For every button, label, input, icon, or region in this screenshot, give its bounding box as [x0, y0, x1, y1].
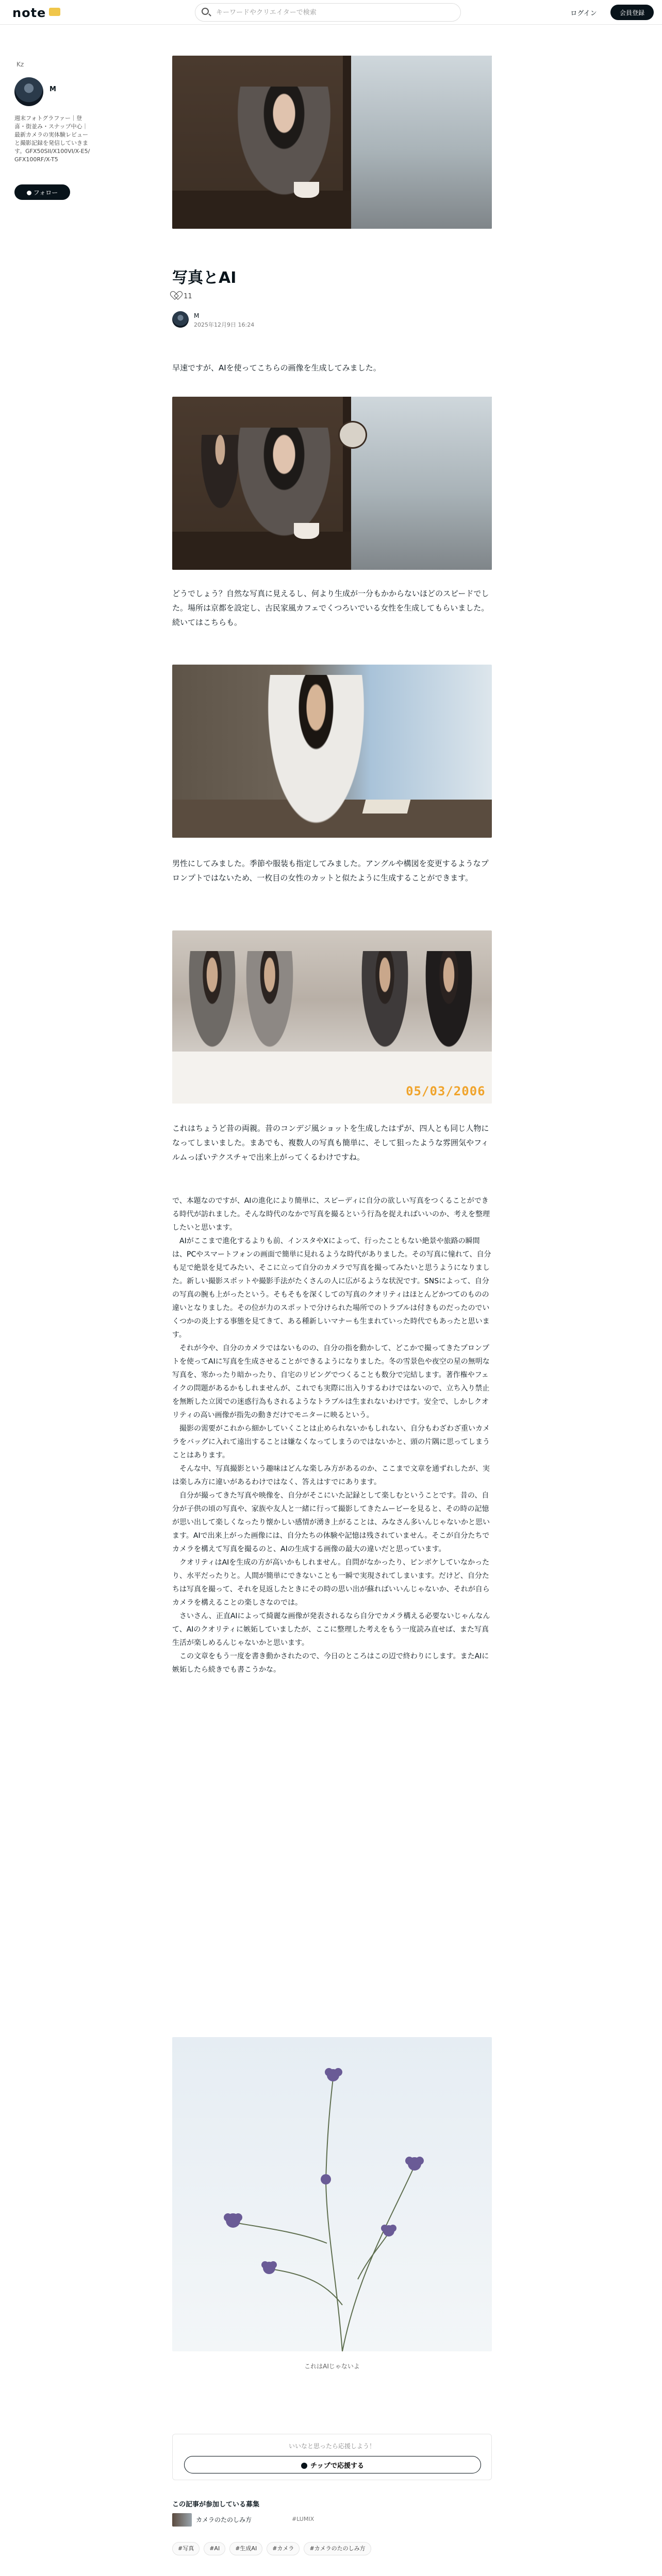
generated-image-man — [172, 665, 492, 838]
support-prompt: いいなと思ったら応援しよう！ — [288, 2443, 375, 2450]
flower-photo — [172, 2037, 492, 2351]
search-input[interactable] — [215, 7, 452, 18]
photo-book — [362, 800, 410, 814]
photo-date-stamp: 05/03/2006 — [406, 1083, 486, 1098]
tag-item[interactable]: #カメラのたのしみ方 — [304, 2542, 371, 2555]
tag-item[interactable]: #生成AI — [229, 2542, 262, 2555]
contest-author: #LUMIX — [292, 2516, 315, 2522]
photo-cup — [294, 182, 320, 197]
article-title: 写真とAI — [172, 269, 237, 287]
article-likes[interactable] — [172, 292, 192, 303]
sidebar-author-name[interactable]: M — [49, 86, 56, 93]
contest-name[interactable]: カメラのたのしみ方 — [196, 2516, 252, 2523]
photo-person-3 — [358, 951, 412, 1058]
heart-icon[interactable] — [172, 292, 181, 300]
paragraph-intro: 早速ですが、AIを使ってこちらの画像を生成してみました。 — [172, 363, 381, 372]
photo-person-1 — [185, 951, 239, 1058]
contest-item[interactable] — [172, 2513, 492, 2529]
tag-item[interactable]: #写真 — [172, 2542, 200, 2555]
person-icon — [27, 191, 31, 195]
photo-window — [351, 56, 492, 229]
photo-man — [262, 675, 371, 838]
photo-window — [351, 397, 492, 570]
signup-button[interactable]: 会員登録 — [610, 5, 654, 20]
flower-illustration — [172, 2037, 492, 2351]
login-button[interactable]: ログイン — [563, 5, 604, 20]
photo-cup — [294, 523, 320, 538]
paragraph-main: で、本題なのですが、AIの進化により簡単に、スピーディに自分の欲しい写真をつくることができる時代が訪れました。そんな時代のなかで写真を撮るという行為を捉えればいいのか、考えを整理したいと思います。 AIがここまで進化するよりも前、インスタやXによって、行ったこともない絶景や旅路の瞬間は、PCやスマートフォンの画面で簡単に見れるような時代がありました。その写真に憧れて、自分も足で絶景を見てみたい、そこに立って自分のカメラで写真を撮ってみたいと思うようになりました。新しい撮影スポットや撮影手法がたくさんの人に広がるような状況です。SNSによって、自分の写真の腕も上がったという。そもそもを深くしての写真のクオリティはほとんどかつてのものの違いとなりました。その位が力のスポットで分けられた場所でのトラブルは付きものだったのでいくつかの炎上する事態を見てきて、ある種新しいマナーも生まれていった時代でもあったと思います。 それが今や、自分のカメラではないものの、自分の指を動かして、どこかで撮ってきたプロンプトを使ってAIに写真を生成させることができるようになりました。冬の雪景色や夜空の星の無明な写真を、寒かったり暗かったり、自宅のリビングでつくることも数分で完結します。著作権やフェイクの問題があるかもしれませんが、これでも実際に出入りするわけではないので、立ち入り禁止を無断した立図での迷惑行為もされるようなトラブルは生まれないわけです。安全で、しかしクオリティの高い画像が指先の動きだけでモニターに映るという。 撮影の需要がこれから細かしていくことは止められないかもしれない、自分もわざわざ重いカメラをバッグに入れて遠出することは嫌なくなってしまうのではないかと、頭の片隅に思ってしまうことはあります。 そんな中、写真撮影という趣味はどんな楽しみ方があるのか、ここまで文章を通ずれしたが、実は楽しみ方に違いがあるわけではなく、答えはすでにあります。 自分が撮ってきた写真や映像を、自分がそこにいた記録として楽しむということです。昔の、自分が子供の頃の写真や、家族や友人と一緒に行って撮影してきたムービーを見ると、その時の記憶が思い出して楽しくなったり懐かしい感情が湧き上がることは、みなさん多いんじゃないかと思います。AIで出来上がった画像には、自分たちの体験や記憶は残されていません。そこが自分たちでカメラを構えて写真を撮るのと、AIの生成する画像の最大の違いだと思っています。 クオリティはAIを生成の方が高いかもしれません。自問がなかったり、ピンボケしていなかったり、水平だったりと。人間が簡単にできないことも一瞬で実現されてしまいます。だけど、自分たちは写真を撮って、それを見返したときにその時の思い出が蘇ればいいんじゃないか、それが自らカメラを構えることの楽しさなのでは。 さいさん、正直AIによって綺麗な画像が発表されるなら自分でカメラ構える必要ないじゃんなんて、AIのクオリティに嫉妬していましたが、ここに整理した考えをもう一度読み直せば、また写真生活が楽しめるんじゃないかと思います。 この文章をもう一度を書き動かされたので、今日のところはこの辺で終わりにします。またAIに嫉妬したら続きでも書こうかな。 — [172, 1197, 491, 1674]
sidebar-label: Kz — [16, 61, 24, 68]
photo-woman — [230, 87, 339, 208]
generated-image-woman — [172, 397, 492, 570]
article-date: 2025年12月9日 16:24 — [194, 321, 255, 328]
hero-image — [172, 56, 492, 229]
paragraph-4: これはちょうど昔の両親。昔のコンデジ風ショットを生成したはずが、四人とも同じ人物になってしまいました。まあでも、複数人の写真も簡単に、そして狙ったような雰囲気やフィルムっぽいテクスチャで出来上がってくるわけですね。 — [172, 1124, 489, 1162]
sidebar-follow-button[interactable] — [14, 184, 70, 200]
search-icon — [202, 8, 209, 15]
tip-label: チップで応援する — [310, 2462, 364, 2470]
author-mini-name[interactable]: M — [194, 312, 200, 319]
photo-person-2 — [242, 951, 296, 1058]
paragraph-2: どうでしょう？自然な写真に見えるし、何より生成が一分もかからないほどのスピードでした。場所は京都を設定し、古民家風カフェでくつろいでいる女性を生成してもらいました。続いてはこちらも。 — [172, 589, 489, 627]
search-box[interactable] — [195, 3, 461, 22]
tip-button[interactable] — [184, 2456, 481, 2473]
tag-list — [172, 2542, 492, 2557]
tag-item[interactable]: #カメラ — [267, 2542, 300, 2555]
sidebar-author-bio: 週末フォトグラファー｜登喜・街並み・スナップ中心｜最新カメラの実体験レビューと撮影記録を発信していきます。GFX50SII/X100VI/X-E5/GFX100RF/X-T5 — [14, 115, 90, 163]
photo-woman — [230, 428, 339, 549]
logo-badge-icon — [49, 8, 60, 16]
support-box — [172, 2434, 492, 2480]
note-logo[interactable] — [12, 6, 60, 20]
contest-thumbnail[interactable] — [172, 2513, 192, 2527]
tag-item[interactable]: #AI — [204, 2542, 225, 2555]
top-header — [0, 0, 662, 25]
article-like-count: 11 — [184, 293, 192, 300]
author-mini-avatar[interactable] — [172, 311, 189, 328]
photo-clock — [338, 421, 367, 449]
tip-icon — [301, 2463, 307, 2469]
paragraph-3: 男性にしてみました。季節や服装も指定してみました。アングルや構図を変更するようなプロンプトではないため、一枚目の女性のカットと似たように生成することができます。 — [172, 859, 489, 883]
photo-person-4 — [422, 951, 476, 1058]
contest-heading: この記事が参加している募集 — [172, 2501, 260, 2509]
flower-caption: これはAIじゃないよ — [304, 2363, 360, 2370]
follow-label: フォロー — [33, 189, 58, 196]
generated-image-group — [172, 930, 492, 1104]
author-avatar[interactable] — [14, 77, 43, 106]
logo-text[interactable]: note — [12, 6, 46, 20]
